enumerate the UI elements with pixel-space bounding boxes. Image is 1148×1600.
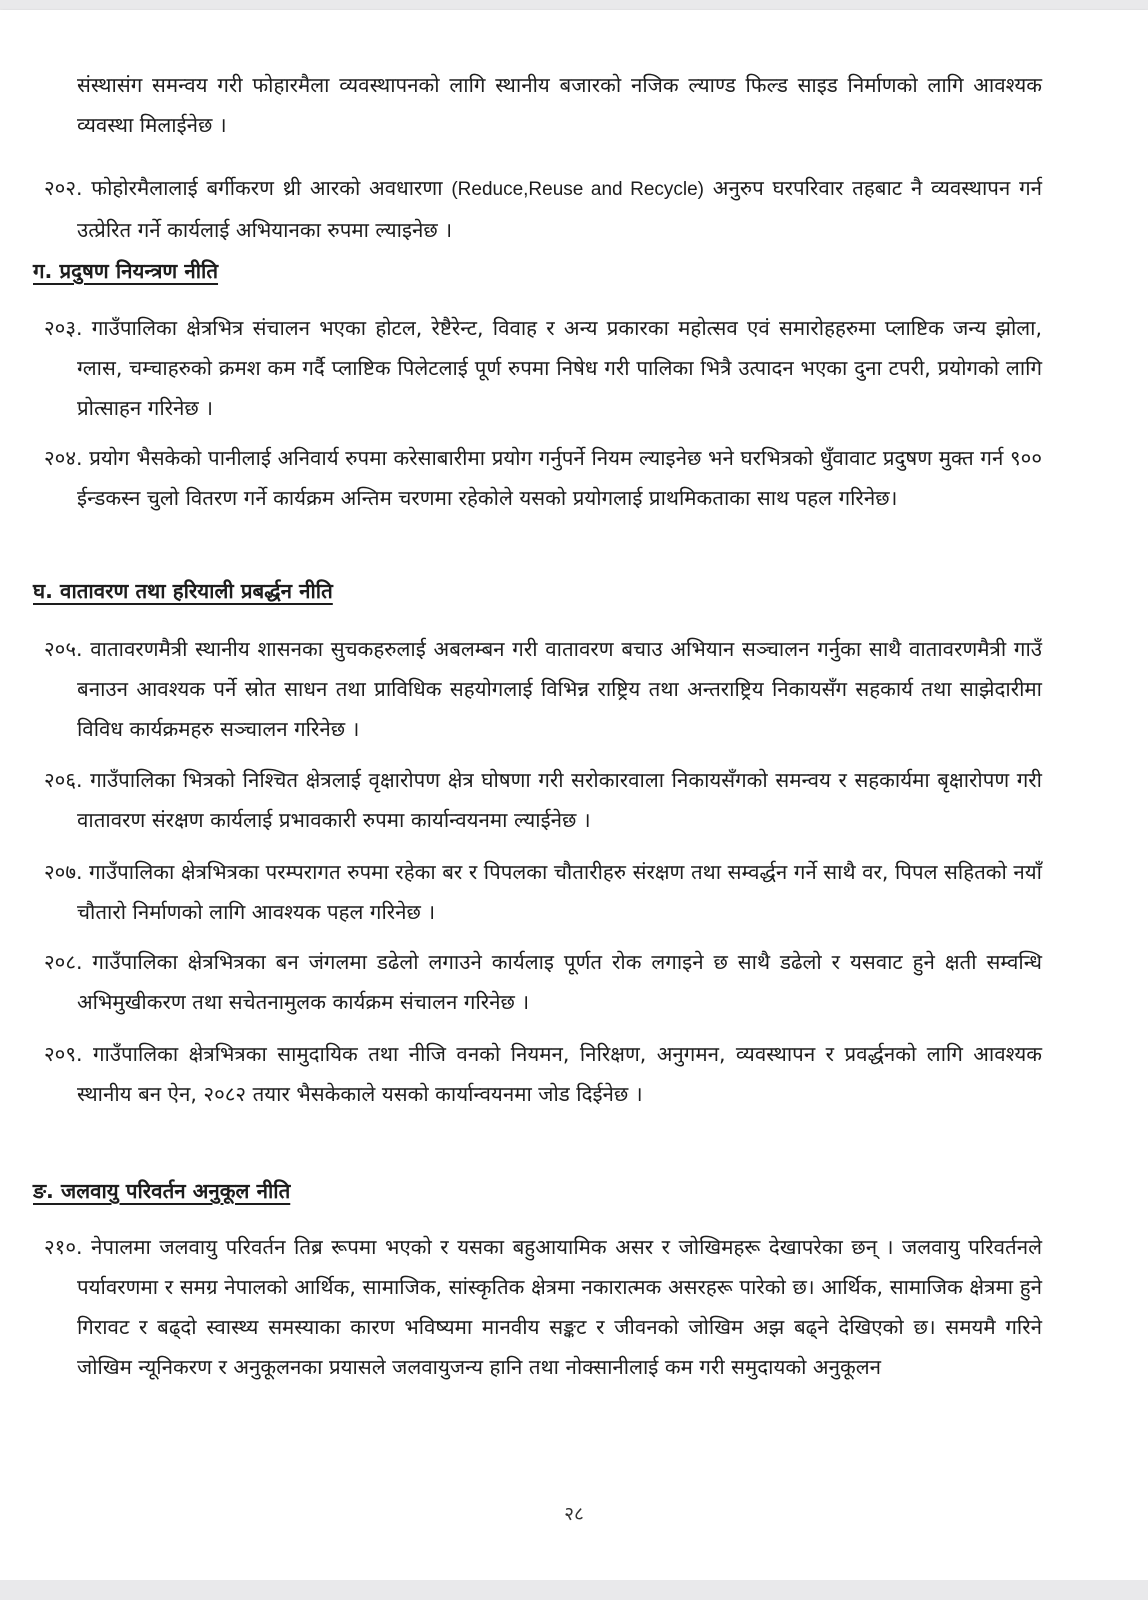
continuation-paragraph: संस्थासंग समन्वय गरी फोहारमैला व्यवस्थापनको लागि स्थानीय बजारको नजिक ल्याण्ड फिल्ड साइड निर्माणको लागि आवश्यक व्यवस्था मिलाईनेछ । — [77, 73, 1042, 137]
paragraph-204: २०४. प्रयोग भैसकेको पानीलाई अनिवार्य रुपमा करेसाबारीमा प्रयोग गर्नुपर्ने नियम ल्याइनेछ भने घरभित्रको धुँवावाट प्रदुषण मुक्त गर्न ९०० ईन्डकस्न चुलो वितरण गर्ने कार्यक्रम अन्तिम चरणमा रहेकोले यसको प्रयोगलाई प्राथमिकताका साथ पहल गरिनेछ। — [44, 446, 1042, 510]
paragraph-208: २०८. गाउँपालिका क्षेत्रभित्रका बन जंगलमा डढेलो लगाउने कार्यलाइ पूर्णत रोक लगाइने छ साथै डढेलो र यसवाट हुने क्षती सम्वन्धि अभिमुखीकरण तथा सचेतनामुलक कार्यक्रम संचालन गरिनेछ । — [44, 950, 1042, 1014]
paragraph-209: २०९. गाउँपालिका क्षेत्रभित्रका सामुदायिक तथा नीजि वनको नियमन, निरिक्षण, अनुगमन, व्यवस्थापन र प्रवर्द्धनको लागि आवश्यक स्थानीय बन ऐन, २०८२ तयार भैसकेकाले यसको कार्यान्वयनमा जोड दिईनेछ । — [44, 1042, 1042, 1106]
paragraph-207: २०७. गाउँपालिका क्षेत्रभित्रका परम्परागत रुपमा रहेका बर र पिपलका चौतारीहरु संरक्षण तथा सम्वर्द्धन गर्ने साथै वर, पिपल सहितको नयाँ चौतारो निर्माणको लागि आवश्यक पहल गरिनेछ । — [44, 860, 1042, 924]
paragraph-202-latin: (Reduce,Reuse and Recycle) — [451, 179, 705, 200]
paragraph-206: २०६. गाउँपालिका भित्रको निश्चित क्षेत्रलाई वृक्षारोपण क्षेत्र घोषणा गरी सरोकारवाला निकायसँगको समन्वय र सहकार्यमा बृक्षारोपण गरी वातावरण संरक्षण कार्यलाई प्रभावकारी रुपमा कार्यान्वयनमा ल्याईनेछ । — [44, 768, 1042, 832]
document-page — [0, 10, 1148, 1580]
paragraph-202 — [44, 168, 1042, 250]
section-heading-nga: ङ. जलवायु परिवर्तन अनुकूल नीति — [33, 1179, 291, 1203]
paragraph-205: २०५. वातावरणमैत्री स्थानीय शासनका सुचकहरुलाई अबलम्बन गरी वातावरण बचाउ अभियान सञ्चालन गर्नुका साथै वातावरणमैत्री गाउँ बनाउन आवश्यक पर्ने स्रोत साधन तथा प्राविधिक सहयोगलाई विभिन्न राष्ट्रिय तथा अन्तराष्ट्रिय निकायसँग सहकार्य तथा साझेदारीमा विविध कार्यक्रमहरु सञ्चालन गरिनेछ । — [44, 637, 1042, 741]
page-number: २८ — [564, 1503, 584, 1525]
paragraph-203: २०३. गाउँपालिका क्षेत्रभित्र संचालन भएका होटल, रेष्टैरेन्ट, विवाह र अन्य प्रकारका महोत्सव एवं समारोहहरुमा प्लाष्टिक जन्य झोला, ग्लास, चम्चाहरुको क्रमश कम गर्दै प्लाष्टिक पिलेटलाई पूर्ण रुपमा निषेध गरी पालिका भित्रै उत्पादन भएका दुना टपरी, प्रयोगको लागि प्रोत्साहन गरिनेछ । — [44, 316, 1042, 420]
paragraph-202-lead: २०२. फोहोरमैलालाई बर्गीकरण थ्री आरको अवधारणा — [44, 176, 443, 200]
section-heading-gha: घ. वातावरण तथा हरियाली प्रबर्द्धन नीति — [33, 579, 333, 603]
section-heading-ga: ग. प्रदुषण नियन्त्रण नीति — [33, 259, 219, 283]
paragraph-202-tail: अनुरुप घरपरिवार तहबाट नै व्यवस्थापन गर्न उत्प्रेरित गर्ने कार्यलाई अभियानका रुपमा ल्याइनेछ । — [77, 176, 1042, 242]
viewer-bottom-strip — [0, 1580, 1148, 1600]
paragraph-210: २१०. नेपालमा जलवायु परिवर्तन तिब्र रूपमा भएको र यसका बहुआयामिक असर र जोखिमहरू देखापरेका छन् । जलवायु परिवर्तनले पर्यावरणमा र समग्र नेपालको आर्थिक, सामाजिक, सांस्कृतिक क्षेत्रमा नकारात्मक असरहरू पारेको छ। आर्थिक, सामाजिक क्षेत्रमा हुने गिरावट र बढ्दो स्वास्थ्य समस्याका कारण भविष्यमा मानवीय सङ्कट र जीवनको जोखिम अझ बढ्ने देखिएको छ। समयमै गरिने जोखिम न्यूनिकरण र अनुकूलनका प्रयासले जलवायुजन्य हानि तथा नोक्सानीलाई कम गरी समुदायको अनुकूलन — [44, 1235, 1042, 1379]
